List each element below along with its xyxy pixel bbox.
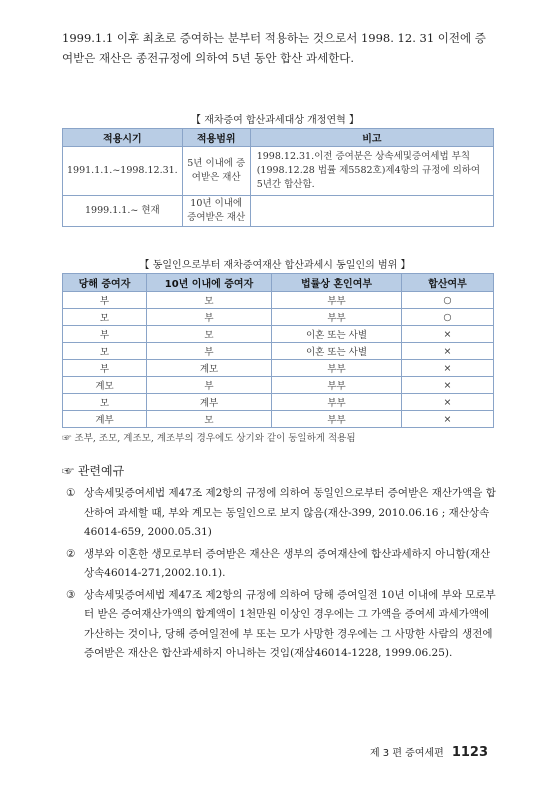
- table-cell: ×: [402, 411, 494, 428]
- table-header-row: [63, 129, 494, 147]
- table-cell: 모: [63, 343, 147, 360]
- table-cell: 1999.1.1.~ 현재: [63, 196, 183, 227]
- list-item: [66, 484, 496, 543]
- table-cell: 이혼 또는 사별: [272, 326, 402, 343]
- table-row: [63, 309, 494, 326]
- item-number: ③: [66, 588, 76, 601]
- table-row: [63, 377, 494, 394]
- table-cell: ×: [402, 360, 494, 377]
- table-cell: 모: [147, 326, 272, 343]
- ruling-list: [66, 484, 496, 666]
- table-cell: 부: [63, 292, 147, 309]
- section-title: ☞ 관련예규: [62, 464, 125, 478]
- table-cell: 부부: [272, 377, 402, 394]
- table-cell: 이혼 또는 사별: [272, 343, 402, 360]
- table-cell: 부: [63, 326, 147, 343]
- table-cell: 1998.12.31.이전 증여분은 상속세및증여세법 부칙(1998.12.28 법률 제5582호)제4항의 규정에 의하여 5년간 합산함.: [250, 147, 493, 196]
- table-cell: 부부: [272, 360, 402, 377]
- table-cell: 계모: [147, 360, 272, 377]
- table-cell: ○: [402, 292, 494, 309]
- table-cell: 부: [147, 377, 272, 394]
- table-row: [63, 411, 494, 428]
- column-header: 10년 이내에 증여자: [147, 274, 272, 292]
- column-header: 적용범위: [182, 129, 250, 147]
- table-cell: 부: [147, 343, 272, 360]
- table-row: [63, 292, 494, 309]
- table-cell: ×: [402, 394, 494, 411]
- table-cell: [250, 196, 493, 227]
- page-number: 1123: [451, 745, 488, 760]
- table2-caption: 【 동일인으로부터 재차증여재산 합산과세시 동일인의 범위 】: [139, 260, 411, 271]
- table-cell: ×: [402, 326, 494, 343]
- revision-history-table: [62, 128, 494, 227]
- column-header: 합산여부: [402, 274, 494, 292]
- table-row: [63, 360, 494, 377]
- table-cell: 부: [63, 360, 147, 377]
- table-cell: 부부: [272, 394, 402, 411]
- column-header: 법률상 혼인여부: [272, 274, 402, 292]
- table-cell: 부부: [272, 292, 402, 309]
- column-header: 비고: [250, 129, 493, 147]
- table-cell: ×: [402, 377, 494, 394]
- table-cell: 부부: [272, 411, 402, 428]
- table-cell: 모: [63, 309, 147, 326]
- table-header-row: [63, 274, 494, 292]
- table-cell: 모: [63, 394, 147, 411]
- table1-caption: 【 재차증여 합산과세대상 개정연혁 】: [191, 115, 359, 126]
- table-cell: 5년 이내에 증여받은 재산: [182, 147, 250, 196]
- item-text: 생부와 이혼한 생모로부터 증여받은 재산은 생부의 증여재산에 합산과세하지 아니함(재산상속46014-271,2002.10.1).: [84, 547, 491, 579]
- item-number: ①: [66, 487, 76, 499]
- table-cell: 계모: [63, 377, 147, 394]
- table-row: [63, 394, 494, 411]
- item-number: ②: [66, 547, 76, 560]
- table-row: [63, 343, 494, 360]
- footer-label: 제 3 편 증여세편: [369, 748, 444, 759]
- table-row: [63, 326, 494, 343]
- column-header: 당해 증여자: [63, 274, 147, 292]
- list-item: [66, 545, 496, 584]
- column-header: 적용시기: [63, 129, 183, 147]
- table-cell: 계부: [63, 411, 147, 428]
- list-item: [66, 586, 496, 664]
- table-row: [63, 147, 494, 196]
- table-footnote: ☞ 조부, 조모, 계조모, 계조부의 경우에도 상기와 같이 동일하게 적용됨: [62, 433, 356, 444]
- same-person-scope-table: [62, 273, 494, 428]
- table-cell: ○: [402, 309, 494, 326]
- item-text: 상속세및증여세법 제47조 제2항의 규정에 의하여 동일인으로부터 증여받은 재산가액을 합산하여 과세할 때, 부와 계모는 동일인으로 보지 않음(재산-399, 2010.06.16 ; 재산상속46014-659, 2000.05.31): [84, 487, 496, 538]
- table-cell: 계부: [147, 394, 272, 411]
- table-cell: ×: [402, 343, 494, 360]
- table-cell: 1991.1.1.~1998.12.31.: [63, 147, 183, 196]
- table-cell: 10년 이내에 증여받은 재산: [182, 196, 250, 227]
- table-cell: 부: [147, 309, 272, 326]
- table-cell: 모: [147, 411, 272, 428]
- table-cell: 부부: [272, 309, 402, 326]
- item-text: 상속세및증여세법 제47조 제2항의 규정에 의하여 당해 증여일전 10년 이내에 부와 모로부터 받은 증여재산가액의 합계액이 1천만원 이상인 경우에는 그 가액을 증여세 과세가액에 가산하는 것이나, 당해 증여일전에 부 또는 모가 사망한 경우에는 그 사망한 사람의 생전에 증여받은 재산은 합산과세하지 아니하는 것임(재삼46014-1228, 1999.06.25).: [84, 588, 496, 659]
- intro-paragraph: 1999.1.1 이후 최초로 증여하는 분부터 적용하는 것으로서 1998. 12. 31 이전에 증여받은 재산은 종전규정에 의하여 5년 동안 합산 과세한다.: [62, 31, 486, 65]
- table-row: [63, 196, 494, 227]
- table-cell: 모: [147, 292, 272, 309]
- page-footer: [370, 744, 488, 760]
